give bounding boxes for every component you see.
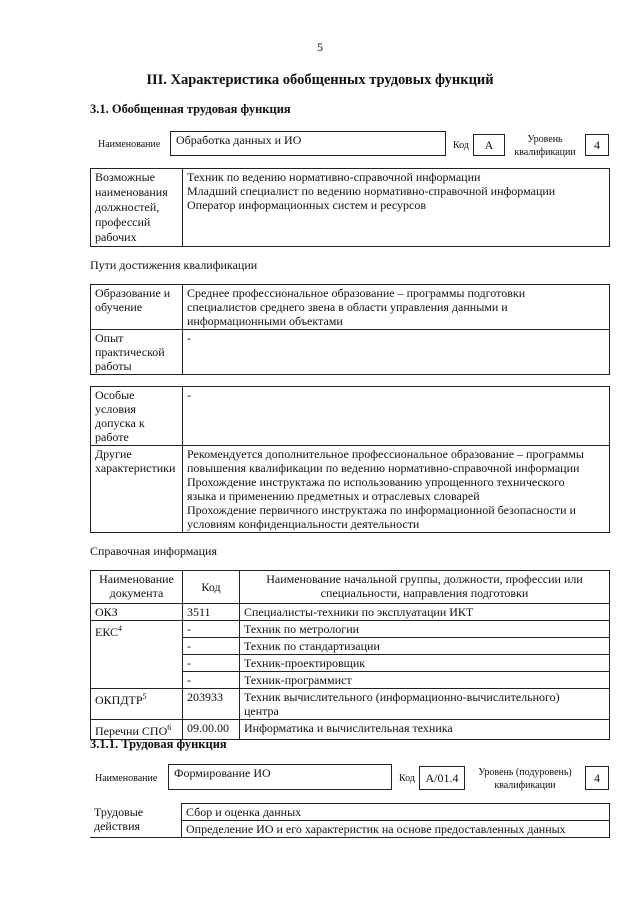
gtf-name-field [170, 131, 446, 156]
actions-label: Трудовые действия [90, 804, 182, 838]
ref-code: 09.00.00 [183, 720, 240, 740]
tf-level-field [585, 766, 609, 790]
ref-doc: ОКПДТР$^5$ [91, 689, 183, 720]
gtf-level-value: 4 [594, 138, 600, 152]
ref-col-code: Код [183, 571, 240, 604]
experience-value: - [183, 330, 610, 375]
ref-code: 203933 [183, 689, 240, 720]
gtf-code-field [473, 134, 505, 156]
tf-level-label-1: Уровень (подуровень) [478, 767, 572, 778]
gtf-code-label: Код [453, 140, 469, 151]
positions-table [90, 168, 610, 247]
gtf-code-value: А [484, 138, 494, 152]
action-item: Сбор и оценка данных [182, 804, 610, 821]
ref-col-doc: Наименование документа [91, 571, 183, 604]
gtf-name-label: Наименование [98, 139, 161, 150]
other-label: Другие характеристики [91, 446, 183, 533]
tf-level-label-2: квалификации [494, 780, 556, 791]
other-value: Рекомендуется дополнительное профессиональное образование – программы повышения квалификации по ведению нормативно-справочной информации Прохождение инструктажа по использованию упрощенного технического языка и применению предметных и отраслевых словарей Прохождение первичного инструктажа по информационной безопасности и условиям конфиденциальности деятельности [183, 446, 610, 533]
tf-name-field [168, 764, 392, 790]
tf-name-value: Формирование ИО [174, 766, 271, 780]
gtf-level-field [585, 134, 609, 156]
ref-name: Техник-программист [240, 672, 610, 689]
position-item: Техник по ведению нормативно-справочной информации [187, 170, 481, 184]
table-row [91, 689, 610, 720]
ref-code: - [183, 638, 240, 655]
paths-heading: Пути достижения квалификации [90, 258, 258, 272]
ref-doc: ЕКС$^4$ [91, 621, 183, 689]
special-value: - [183, 387, 610, 446]
ref-name: Техник по стандартизации [240, 638, 610, 655]
tf-level-value: 4 [594, 771, 600, 785]
gtf-level-label [508, 133, 582, 159]
reference-table [90, 570, 610, 740]
conditions-table [90, 386, 610, 533]
tf-level-label [470, 766, 580, 792]
ref-code: - [183, 621, 240, 638]
gtf-level-label-1: Уровень [527, 134, 563, 145]
ref-name: Техник-проектировщик [240, 655, 610, 672]
education-value: Среднее профессиональное образование – программы подготовки специалистов среднего звена в области управления данными и информационными объектами [183, 285, 610, 330]
special-label: Особые условия допуска к работе [91, 387, 183, 446]
experience-label: Опыт практической работы [91, 330, 183, 375]
ref-col-name: Наименование начальной группы, должности, профессии или специальности, направления подготовки [240, 571, 610, 604]
education-table [90, 284, 610, 375]
education-label: Образование и обучение [91, 285, 183, 330]
actions-table [90, 803, 610, 838]
ref-code: 3511 [183, 604, 240, 621]
gtf-heading: 3.1. Обобщенная трудовая функция [90, 102, 291, 116]
position-item: Оператор информационных систем и ресурсов [187, 198, 426, 212]
positions-label: Возможные наименования должностей, профессий рабочих [91, 169, 183, 247]
ref-code: - [183, 655, 240, 672]
ref-name: Специалисты-техники по эксплуатации ИКТ [240, 604, 610, 621]
tf-code-field [419, 766, 465, 790]
table-row [91, 621, 610, 638]
gtf-name-value: Обработка данных и ИО [176, 133, 302, 147]
tf-code-value: А/01.4 [425, 771, 459, 785]
positions-list [183, 169, 610, 247]
ref-name: Информатика и вычислительная техника [240, 720, 610, 740]
tf-heading: 3.1.1. Трудовая функция [90, 737, 227, 751]
page-number: 5 [317, 40, 323, 54]
ref-doc: ОКЗ [91, 604, 183, 621]
position-item: Младший специалист по ведению нормативно-справочной информации [187, 184, 556, 198]
table-row [91, 604, 610, 621]
ref-name: Техник по метрологии [240, 621, 610, 638]
section-title: III. Характеристика обобщенных трудовых функций [146, 72, 494, 88]
tf-name-label: Наименование [95, 773, 158, 784]
tf-code-label: Код [399, 773, 415, 784]
action-item: Определение ИО и его характеристик на основе предоставленных данных [182, 821, 610, 838]
ref-name: Техник вычислительного (информационно-вычислительного) центра [240, 689, 610, 720]
ref-code: - [183, 672, 240, 689]
gtf-level-label-2: квалификации [514, 147, 576, 158]
reference-heading: Справочная информация [90, 544, 217, 558]
ref-doc: Перечни СПО$^6$ [91, 720, 183, 740]
